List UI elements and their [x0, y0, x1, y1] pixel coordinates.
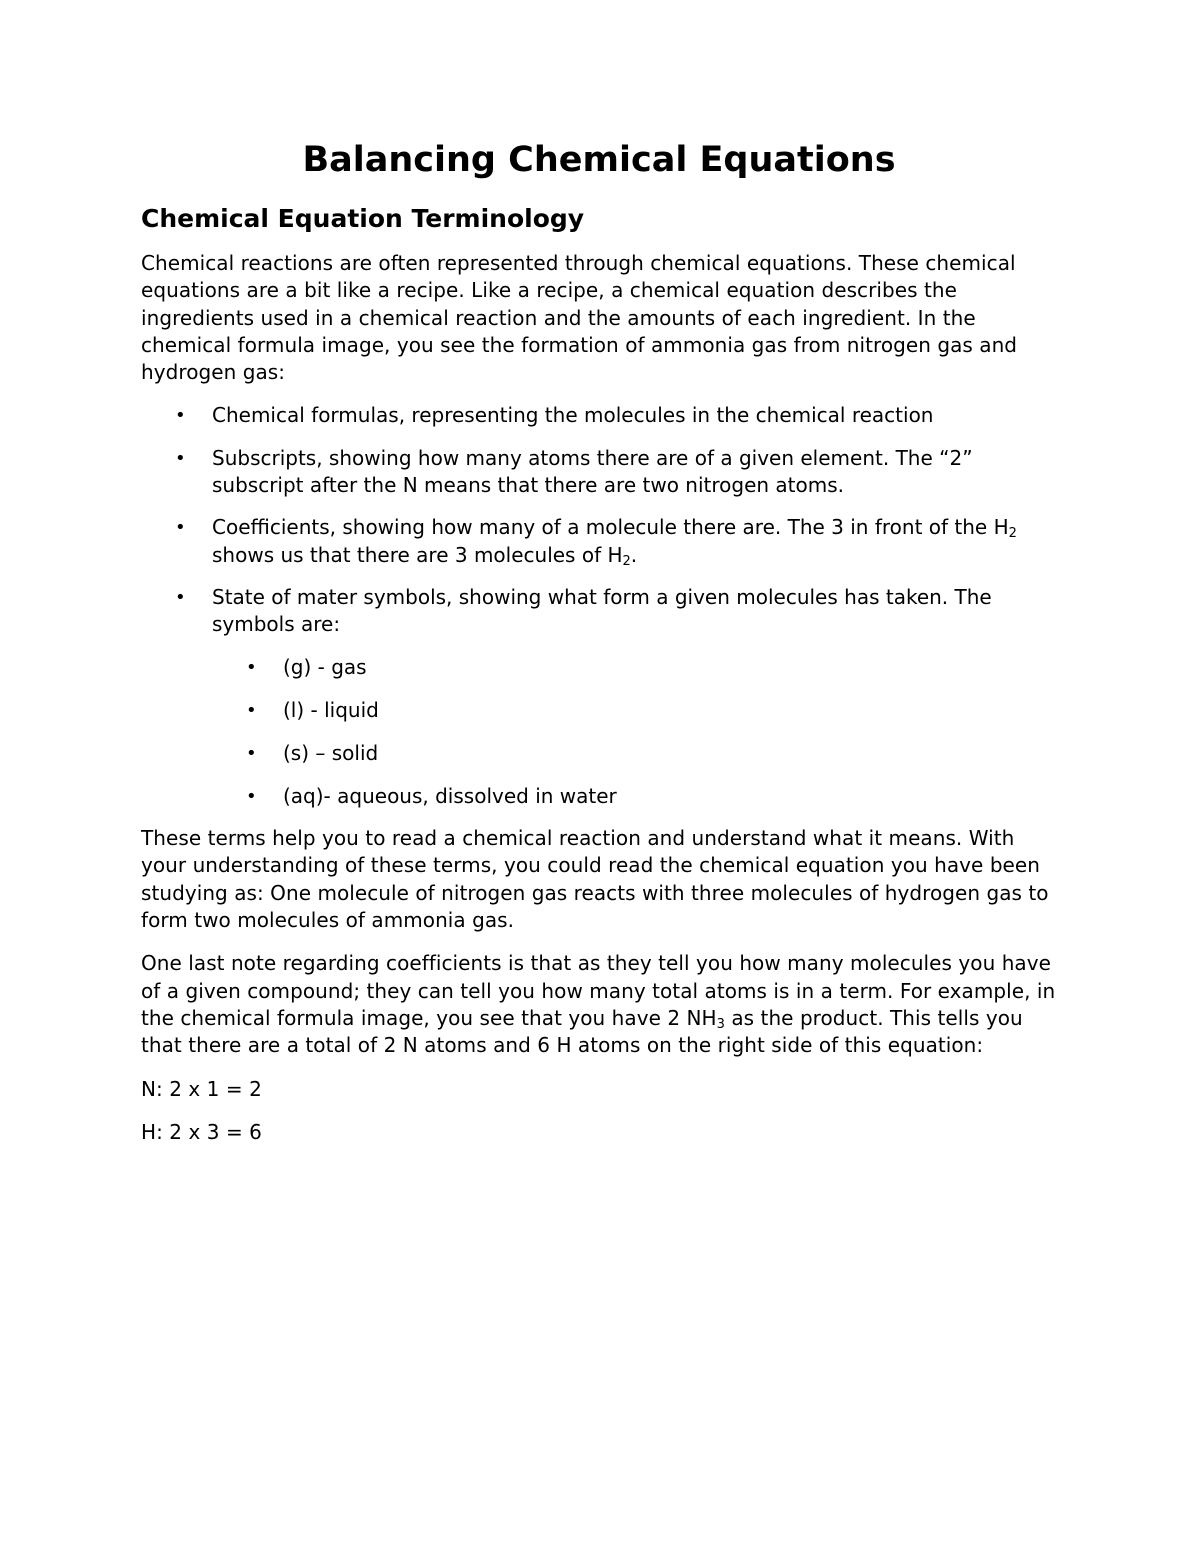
- list-item-subscripts: [141, 445, 1061, 500]
- list-item-text: (aq)- aqueous, dissolved in water: [283, 783, 617, 808]
- list-item-text: (g) - gas: [283, 654, 367, 679]
- list-item-text: (s) – solid: [283, 740, 379, 765]
- subscript: 3: [716, 1016, 725, 1032]
- text-fragment: One last note regarding coefficients is that as they tell you how many molecules you have of a given compound; they can tell you how many total atoms is in a term. For example, in the chemical formula image, you see that you have 2 NH: [141, 951, 1056, 1030]
- bullet-icon: •: [246, 656, 257, 678]
- bullet-icon: •: [175, 586, 186, 608]
- bullet-icon: •: [246, 785, 257, 807]
- bullet-icon: •: [246, 699, 257, 721]
- document-page: [141, 138, 1061, 1146]
- text-fragment: as the product. This tells you that there are a total of 2 N atoms and 6 H atoms on the right side of this equation:: [141, 1005, 1023, 1058]
- list-item-solid: [212, 740, 1061, 767]
- bullet-icon: •: [175, 405, 186, 427]
- equation-nitrogen: N: 2 x 1 = 2: [141, 1076, 262, 1101]
- list-item-aqueous: [212, 783, 1061, 810]
- list-item-liquid: [212, 697, 1061, 724]
- bullet-icon: •: [246, 742, 257, 764]
- list-item-gas: [212, 654, 1061, 681]
- list-item-state-symbols: [141, 584, 1061, 810]
- state-symbol-list: [212, 654, 1061, 811]
- terminology-list: [141, 402, 1061, 810]
- list-item-text: State of mater symbols, showing what form a given molecules has taken. The symbols are:: [212, 584, 992, 637]
- list-item-text: Subscripts, showing how many atoms there are of a given element. The “2” subscript after the N means that there are two nitrogen atoms.: [212, 445, 973, 498]
- subscript: 2: [622, 553, 631, 569]
- subscript: 2: [1008, 526, 1017, 542]
- section-heading: Chemical Equation Terminology: [141, 204, 585, 233]
- terms-paragraph: These terms help you to read a chemical reaction and understand what it means. With your understanding of these terms, you could read the chemical equation you have been studying as: One molecule of nitrogen gas reacts with three molecules of hydrogen gas to form two molecules of ammonia gas.: [141, 826, 1049, 933]
- coefficient-note-paragraph: [141, 950, 1061, 1059]
- list-item-text: Chemical formulas, representing the molecules in the chemical reaction: [212, 403, 934, 428]
- text-fragment: shows us that there are 3 molecules of H: [212, 542, 623, 567]
- equation-hydrogen: H: 2 x 3 = 6: [141, 1119, 262, 1144]
- text-fragment: Coefficients, showing how many of a molecule there are. The 3 in front of the H: [212, 515, 1009, 540]
- bullet-icon: •: [175, 447, 186, 469]
- bullet-icon: •: [175, 517, 186, 539]
- list-item-coefficients: [141, 514, 1061, 569]
- list-item-formulas: [141, 402, 1061, 429]
- list-item-text: [212, 515, 1017, 569]
- intro-paragraph: Chemical reactions are often represented through chemical equations. These chemical equations are a bit like a recipe. Like a recipe, a chemical equation describes the ingredients used in a chemical reaction and the amounts of each ingredient. In the chemical formula image, you see the formation of ammonia gas from nitrogen gas and hydrogen gas:: [141, 251, 1018, 385]
- page-title: Balancing Chemical Equations: [302, 140, 896, 180]
- list-item-text: (l) - liquid: [283, 697, 379, 722]
- text-fragment: .: [630, 542, 638, 567]
